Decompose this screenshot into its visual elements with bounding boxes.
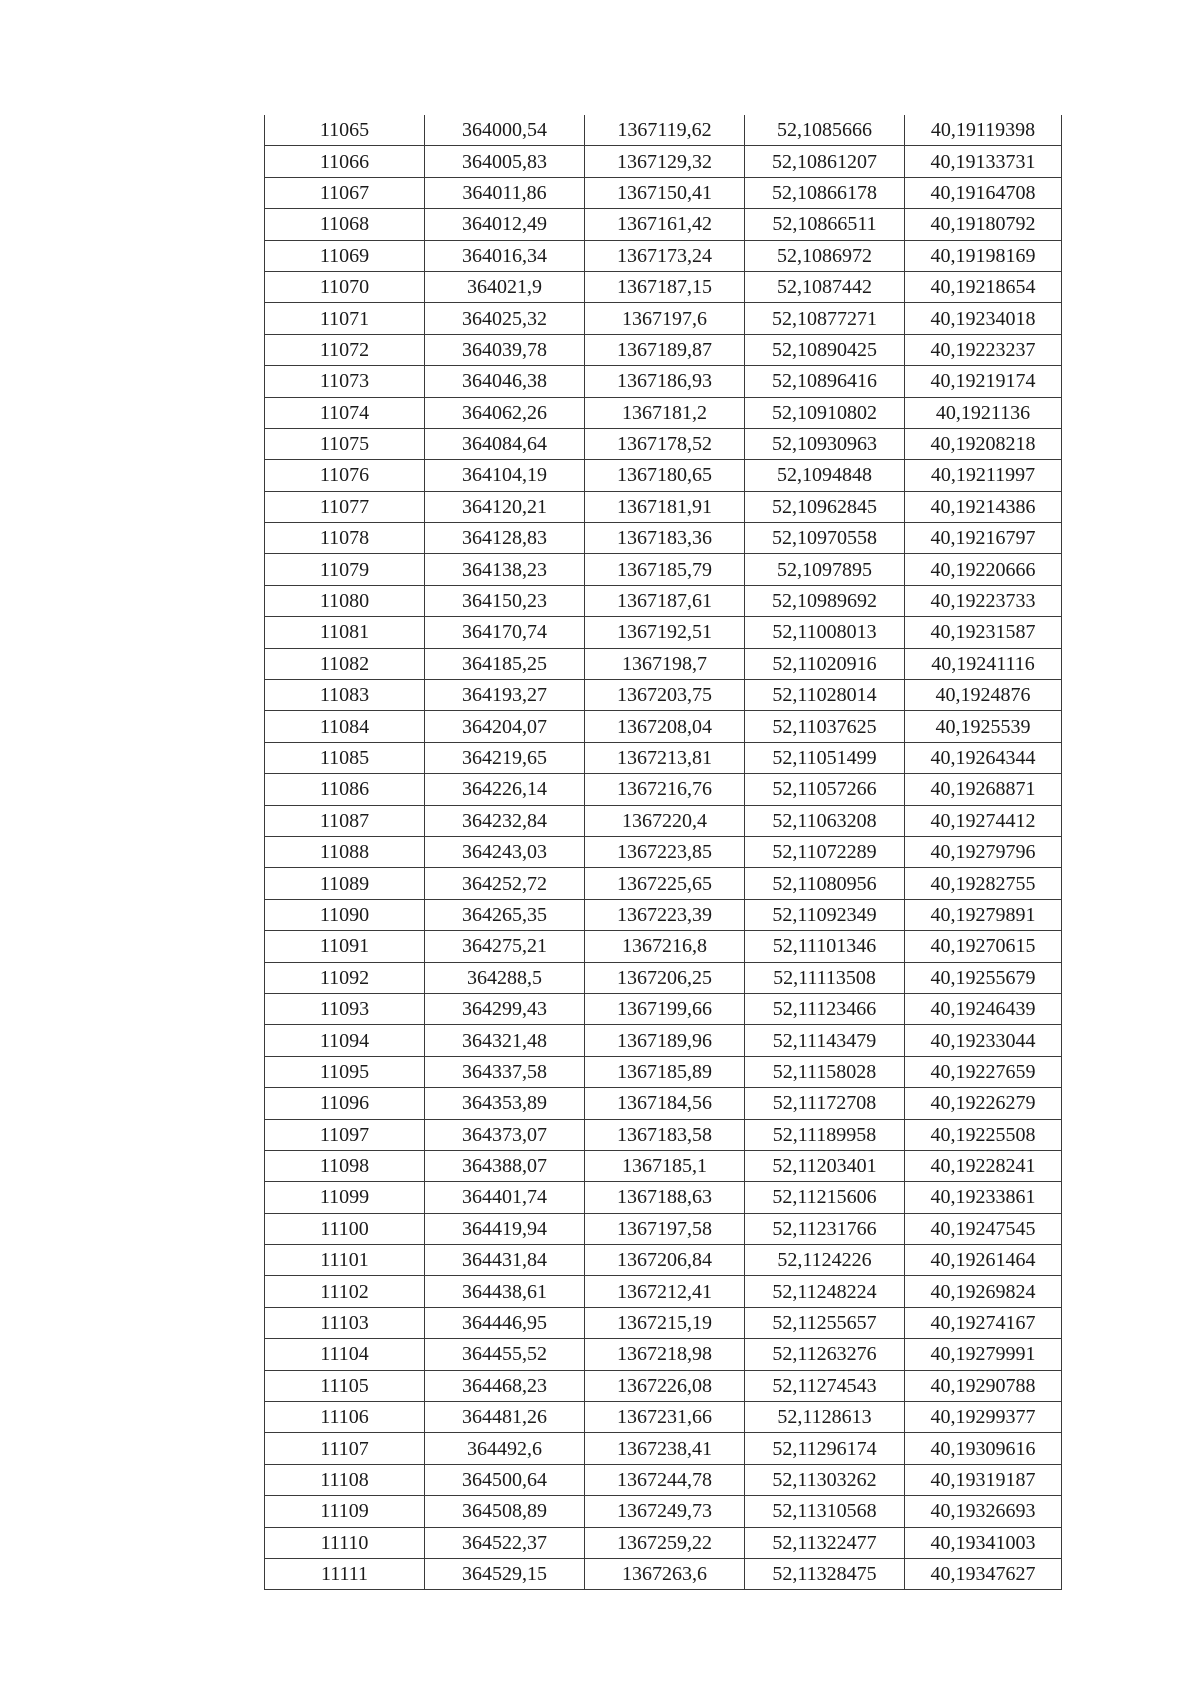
table-row bbox=[265, 460, 1062, 491]
table-row bbox=[265, 240, 1062, 271]
point-number-cell: 11092 bbox=[265, 962, 425, 993]
y-coordinate-cell: 1367223,85 bbox=[585, 836, 745, 867]
table-row bbox=[265, 1433, 1062, 1464]
point-number-cell: 11088 bbox=[265, 836, 425, 867]
longitude-cell: 40,19299377 bbox=[905, 1402, 1062, 1433]
x-coordinate-cell: 364401,74 bbox=[425, 1182, 585, 1213]
x-coordinate-cell: 364388,07 bbox=[425, 1150, 585, 1181]
table-row bbox=[265, 899, 1062, 930]
table-row bbox=[265, 1150, 1062, 1181]
longitude-cell: 40,19234018 bbox=[905, 303, 1062, 334]
point-number-cell: 11099 bbox=[265, 1182, 425, 1213]
latitude-cell: 52,11051499 bbox=[745, 742, 905, 773]
point-number-cell: 11076 bbox=[265, 460, 425, 491]
x-coordinate-cell: 364193,27 bbox=[425, 680, 585, 711]
latitude-cell: 52,11072289 bbox=[745, 836, 905, 867]
latitude-cell: 52,11143479 bbox=[745, 1025, 905, 1056]
latitude-cell: 52,10866511 bbox=[745, 209, 905, 240]
x-coordinate-cell: 364522,37 bbox=[425, 1527, 585, 1558]
longitude-cell: 40,19223733 bbox=[905, 585, 1062, 616]
x-coordinate-cell: 364012,49 bbox=[425, 209, 585, 240]
longitude-cell: 40,19279891 bbox=[905, 899, 1062, 930]
table-row bbox=[265, 554, 1062, 585]
latitude-cell: 52,11215606 bbox=[745, 1182, 905, 1213]
x-coordinate-cell: 364446,95 bbox=[425, 1307, 585, 1338]
y-coordinate-cell: 1367249,73 bbox=[585, 1496, 745, 1527]
table-row bbox=[265, 711, 1062, 742]
table-row bbox=[265, 774, 1062, 805]
latitude-cell: 52,11303262 bbox=[745, 1464, 905, 1495]
table-row bbox=[265, 1088, 1062, 1119]
longitude-cell: 40,19261464 bbox=[905, 1245, 1062, 1276]
table-row bbox=[265, 146, 1062, 177]
point-number-cell: 11107 bbox=[265, 1433, 425, 1464]
x-coordinate-cell: 364204,07 bbox=[425, 711, 585, 742]
point-number-cell: 11100 bbox=[265, 1213, 425, 1244]
y-coordinate-cell: 1367218,98 bbox=[585, 1339, 745, 1370]
latitude-cell: 52,11008013 bbox=[745, 617, 905, 648]
table-row bbox=[265, 805, 1062, 836]
table-row bbox=[265, 1339, 1062, 1370]
x-coordinate-cell: 364120,21 bbox=[425, 491, 585, 522]
y-coordinate-cell: 1367187,61 bbox=[585, 585, 745, 616]
x-coordinate-cell: 364500,64 bbox=[425, 1464, 585, 1495]
table-row bbox=[265, 648, 1062, 679]
point-number-cell: 11079 bbox=[265, 554, 425, 585]
longitude-cell: 40,1921136 bbox=[905, 397, 1062, 428]
latitude-cell: 52,1128613 bbox=[745, 1402, 905, 1433]
latitude-cell: 52,1094848 bbox=[745, 460, 905, 491]
latitude-cell: 52,1085666 bbox=[745, 115, 905, 146]
latitude-cell: 52,10877271 bbox=[745, 303, 905, 334]
longitude-cell: 40,19231587 bbox=[905, 617, 1062, 648]
longitude-cell: 40,19270615 bbox=[905, 931, 1062, 962]
table-row bbox=[265, 680, 1062, 711]
latitude-cell: 52,10989692 bbox=[745, 585, 905, 616]
y-coordinate-cell: 1367178,52 bbox=[585, 428, 745, 459]
x-coordinate-cell: 364299,43 bbox=[425, 993, 585, 1024]
table-row bbox=[265, 428, 1062, 459]
y-coordinate-cell: 1367188,63 bbox=[585, 1182, 745, 1213]
table-row bbox=[265, 303, 1062, 334]
latitude-cell: 52,11101346 bbox=[745, 931, 905, 962]
y-coordinate-cell: 1367225,65 bbox=[585, 868, 745, 899]
point-number-cell: 11096 bbox=[265, 1088, 425, 1119]
y-coordinate-cell: 1367161,42 bbox=[585, 209, 745, 240]
latitude-cell: 52,10890425 bbox=[745, 334, 905, 365]
point-number-cell: 11089 bbox=[265, 868, 425, 899]
table-row bbox=[265, 491, 1062, 522]
y-coordinate-cell: 1367212,41 bbox=[585, 1276, 745, 1307]
longitude-cell: 40,19309616 bbox=[905, 1433, 1062, 1464]
latitude-cell: 52,10896416 bbox=[745, 366, 905, 397]
point-number-cell: 11081 bbox=[265, 617, 425, 648]
longitude-cell: 40,19226279 bbox=[905, 1088, 1062, 1119]
latitude-cell: 52,11274543 bbox=[745, 1370, 905, 1401]
point-number-cell: 11066 bbox=[265, 146, 425, 177]
longitude-cell: 40,19241116 bbox=[905, 648, 1062, 679]
x-coordinate-cell: 364226,14 bbox=[425, 774, 585, 805]
point-number-cell: 11097 bbox=[265, 1119, 425, 1150]
x-coordinate-cell: 364288,5 bbox=[425, 962, 585, 993]
y-coordinate-cell: 1367173,24 bbox=[585, 240, 745, 271]
table-row bbox=[265, 1056, 1062, 1087]
x-coordinate-cell: 364005,83 bbox=[425, 146, 585, 177]
longitude-cell: 40,19214386 bbox=[905, 491, 1062, 522]
table-row bbox=[265, 962, 1062, 993]
latitude-cell: 52,10910802 bbox=[745, 397, 905, 428]
point-number-cell: 11087 bbox=[265, 805, 425, 836]
point-number-cell: 11106 bbox=[265, 1402, 425, 1433]
y-coordinate-cell: 1367183,36 bbox=[585, 523, 745, 554]
longitude-cell: 40,19218654 bbox=[905, 271, 1062, 302]
y-coordinate-cell: 1367213,81 bbox=[585, 742, 745, 773]
table-row bbox=[265, 1402, 1062, 1433]
point-number-cell: 11105 bbox=[265, 1370, 425, 1401]
longitude-cell: 40,19219174 bbox=[905, 366, 1062, 397]
x-coordinate-cell: 364025,32 bbox=[425, 303, 585, 334]
latitude-cell: 52,1087442 bbox=[745, 271, 905, 302]
longitude-cell: 40,19282755 bbox=[905, 868, 1062, 899]
x-coordinate-cell: 364419,94 bbox=[425, 1213, 585, 1244]
y-coordinate-cell: 1367220,4 bbox=[585, 805, 745, 836]
latitude-cell: 52,10970558 bbox=[745, 523, 905, 554]
point-number-cell: 11109 bbox=[265, 1496, 425, 1527]
latitude-cell: 52,11189958 bbox=[745, 1119, 905, 1150]
longitude-cell: 40,19211997 bbox=[905, 460, 1062, 491]
x-coordinate-cell: 364438,61 bbox=[425, 1276, 585, 1307]
x-coordinate-cell: 364252,72 bbox=[425, 868, 585, 899]
x-coordinate-cell: 364011,86 bbox=[425, 177, 585, 208]
point-number-cell: 11094 bbox=[265, 1025, 425, 1056]
point-number-cell: 11085 bbox=[265, 742, 425, 773]
latitude-cell: 52,11255657 bbox=[745, 1307, 905, 1338]
longitude-cell: 40,19347627 bbox=[905, 1558, 1062, 1589]
latitude-cell: 52,11248224 bbox=[745, 1276, 905, 1307]
latitude-cell: 52,1097895 bbox=[745, 554, 905, 585]
latitude-cell: 52,1086972 bbox=[745, 240, 905, 271]
point-number-cell: 11075 bbox=[265, 428, 425, 459]
longitude-cell: 40,19228241 bbox=[905, 1150, 1062, 1181]
latitude-cell: 52,11057266 bbox=[745, 774, 905, 805]
table-row bbox=[265, 585, 1062, 616]
longitude-cell: 40,19233044 bbox=[905, 1025, 1062, 1056]
table-row bbox=[265, 177, 1062, 208]
y-coordinate-cell: 1367183,58 bbox=[585, 1119, 745, 1150]
x-coordinate-cell: 364337,58 bbox=[425, 1056, 585, 1087]
table-row bbox=[265, 1025, 1062, 1056]
y-coordinate-cell: 1367180,65 bbox=[585, 460, 745, 491]
x-coordinate-cell: 364000,54 bbox=[425, 115, 585, 146]
point-number-cell: 11103 bbox=[265, 1307, 425, 1338]
x-coordinate-cell: 364219,65 bbox=[425, 742, 585, 773]
y-coordinate-cell: 1367150,41 bbox=[585, 177, 745, 208]
y-coordinate-cell: 1367259,22 bbox=[585, 1527, 745, 1558]
y-coordinate-cell: 1367184,56 bbox=[585, 1088, 745, 1119]
latitude-cell: 52,11020916 bbox=[745, 648, 905, 679]
table-row bbox=[265, 1182, 1062, 1213]
point-number-cell: 11073 bbox=[265, 366, 425, 397]
x-coordinate-cell: 364039,78 bbox=[425, 334, 585, 365]
x-coordinate-cell: 364046,38 bbox=[425, 366, 585, 397]
table-row bbox=[265, 334, 1062, 365]
y-coordinate-cell: 1367181,2 bbox=[585, 397, 745, 428]
y-coordinate-cell: 1367206,84 bbox=[585, 1245, 745, 1276]
y-coordinate-cell: 1367185,1 bbox=[585, 1150, 745, 1181]
x-coordinate-cell: 364021,9 bbox=[425, 271, 585, 302]
point-number-cell: 11065 bbox=[265, 115, 425, 146]
y-coordinate-cell: 1367208,04 bbox=[585, 711, 745, 742]
latitude-cell: 52,11231766 bbox=[745, 1213, 905, 1244]
point-number-cell: 11067 bbox=[265, 177, 425, 208]
longitude-cell: 40,19247545 bbox=[905, 1213, 1062, 1244]
longitude-cell: 40,19223237 bbox=[905, 334, 1062, 365]
y-coordinate-cell: 1367231,66 bbox=[585, 1402, 745, 1433]
longitude-cell: 40,19269824 bbox=[905, 1276, 1062, 1307]
y-coordinate-cell: 1367181,91 bbox=[585, 491, 745, 522]
point-number-cell: 11070 bbox=[265, 271, 425, 302]
longitude-cell: 40,1925539 bbox=[905, 711, 1062, 742]
coordinates-table bbox=[264, 115, 1062, 1590]
longitude-cell: 40,19274412 bbox=[905, 805, 1062, 836]
table-row bbox=[265, 1307, 1062, 1338]
latitude-cell: 52,1124226 bbox=[745, 1245, 905, 1276]
point-number-cell: 11074 bbox=[265, 397, 425, 428]
y-coordinate-cell: 1367119,62 bbox=[585, 115, 745, 146]
latitude-cell: 52,11172708 bbox=[745, 1088, 905, 1119]
y-coordinate-cell: 1367189,87 bbox=[585, 334, 745, 365]
coordinates-table-body bbox=[265, 115, 1062, 1590]
point-number-cell: 11091 bbox=[265, 931, 425, 962]
longitude-cell: 40,19233861 bbox=[905, 1182, 1062, 1213]
x-coordinate-cell: 364275,21 bbox=[425, 931, 585, 962]
table-row bbox=[265, 397, 1062, 428]
latitude-cell: 52,10930963 bbox=[745, 428, 905, 459]
latitude-cell: 52,11080956 bbox=[745, 868, 905, 899]
point-number-cell: 11082 bbox=[265, 648, 425, 679]
table-row bbox=[265, 523, 1062, 554]
point-number-cell: 11110 bbox=[265, 1527, 425, 1558]
longitude-cell: 40,19227659 bbox=[905, 1056, 1062, 1087]
y-coordinate-cell: 1367197,6 bbox=[585, 303, 745, 334]
y-coordinate-cell: 1367198,7 bbox=[585, 648, 745, 679]
point-number-cell: 11111 bbox=[265, 1558, 425, 1589]
x-coordinate-cell: 364185,25 bbox=[425, 648, 585, 679]
latitude-cell: 52,10861207 bbox=[745, 146, 905, 177]
table-row bbox=[265, 209, 1062, 240]
table-row bbox=[265, 366, 1062, 397]
latitude-cell: 52,10962845 bbox=[745, 491, 905, 522]
longitude-cell: 40,19246439 bbox=[905, 993, 1062, 1024]
longitude-cell: 40,19290788 bbox=[905, 1370, 1062, 1401]
latitude-cell: 52,11328475 bbox=[745, 1558, 905, 1589]
longitude-cell: 40,19208218 bbox=[905, 428, 1062, 459]
table-row bbox=[265, 1276, 1062, 1307]
table-row bbox=[265, 115, 1062, 146]
point-number-cell: 11102 bbox=[265, 1276, 425, 1307]
latitude-cell: 52,11322477 bbox=[745, 1527, 905, 1558]
table-row bbox=[265, 1213, 1062, 1244]
latitude-cell: 52,11296174 bbox=[745, 1433, 905, 1464]
longitude-cell: 40,19264344 bbox=[905, 742, 1062, 773]
longitude-cell: 40,19180792 bbox=[905, 209, 1062, 240]
y-coordinate-cell: 1367263,6 bbox=[585, 1558, 745, 1589]
x-coordinate-cell: 364062,26 bbox=[425, 397, 585, 428]
x-coordinate-cell: 364232,84 bbox=[425, 805, 585, 836]
latitude-cell: 52,10866178 bbox=[745, 177, 905, 208]
point-number-cell: 11086 bbox=[265, 774, 425, 805]
table-row bbox=[265, 271, 1062, 302]
table-row bbox=[265, 1496, 1062, 1527]
latitude-cell: 52,11063208 bbox=[745, 805, 905, 836]
y-coordinate-cell: 1367206,25 bbox=[585, 962, 745, 993]
y-coordinate-cell: 1367215,19 bbox=[585, 1307, 745, 1338]
longitude-cell: 40,19225508 bbox=[905, 1119, 1062, 1150]
y-coordinate-cell: 1367244,78 bbox=[585, 1464, 745, 1495]
table-row bbox=[265, 868, 1062, 899]
x-coordinate-cell: 364468,23 bbox=[425, 1370, 585, 1401]
y-coordinate-cell: 1367129,32 bbox=[585, 146, 745, 177]
point-number-cell: 11080 bbox=[265, 585, 425, 616]
latitude-cell: 52,11263276 bbox=[745, 1339, 905, 1370]
y-coordinate-cell: 1367226,08 bbox=[585, 1370, 745, 1401]
x-coordinate-cell: 364128,83 bbox=[425, 523, 585, 554]
table-row bbox=[265, 836, 1062, 867]
x-coordinate-cell: 364373,07 bbox=[425, 1119, 585, 1150]
longitude-cell: 40,19326693 bbox=[905, 1496, 1062, 1527]
y-coordinate-cell: 1367199,66 bbox=[585, 993, 745, 1024]
point-number-cell: 11078 bbox=[265, 523, 425, 554]
point-number-cell: 11068 bbox=[265, 209, 425, 240]
latitude-cell: 52,11123466 bbox=[745, 993, 905, 1024]
x-coordinate-cell: 364243,03 bbox=[425, 836, 585, 867]
y-coordinate-cell: 1367189,96 bbox=[585, 1025, 745, 1056]
y-coordinate-cell: 1367223,39 bbox=[585, 899, 745, 930]
table-row bbox=[265, 1464, 1062, 1495]
y-coordinate-cell: 1367238,41 bbox=[585, 1433, 745, 1464]
y-coordinate-cell: 1367197,58 bbox=[585, 1213, 745, 1244]
x-coordinate-cell: 364016,34 bbox=[425, 240, 585, 271]
longitude-cell: 40,19279796 bbox=[905, 836, 1062, 867]
table-row bbox=[265, 617, 1062, 648]
x-coordinate-cell: 364150,23 bbox=[425, 585, 585, 616]
x-coordinate-cell: 364321,48 bbox=[425, 1025, 585, 1056]
longitude-cell: 40,19133731 bbox=[905, 146, 1062, 177]
table-row bbox=[265, 931, 1062, 962]
longitude-cell: 40,19164708 bbox=[905, 177, 1062, 208]
table-row bbox=[265, 1527, 1062, 1558]
y-coordinate-cell: 1367185,79 bbox=[585, 554, 745, 585]
latitude-cell: 52,11092349 bbox=[745, 899, 905, 930]
point-number-cell: 11069 bbox=[265, 240, 425, 271]
point-number-cell: 11104 bbox=[265, 1339, 425, 1370]
point-number-cell: 11090 bbox=[265, 899, 425, 930]
point-number-cell: 11084 bbox=[265, 711, 425, 742]
longitude-cell: 40,19279991 bbox=[905, 1339, 1062, 1370]
y-coordinate-cell: 1367187,15 bbox=[585, 271, 745, 302]
y-coordinate-cell: 1367185,89 bbox=[585, 1056, 745, 1087]
latitude-cell: 52,11028014 bbox=[745, 680, 905, 711]
longitude-cell: 40,19119398 bbox=[905, 115, 1062, 146]
x-coordinate-cell: 364138,23 bbox=[425, 554, 585, 585]
latitude-cell: 52,11037625 bbox=[745, 711, 905, 742]
table-row bbox=[265, 993, 1062, 1024]
y-coordinate-cell: 1367203,75 bbox=[585, 680, 745, 711]
x-coordinate-cell: 364170,74 bbox=[425, 617, 585, 648]
longitude-cell: 40,19255679 bbox=[905, 962, 1062, 993]
longitude-cell: 40,19220666 bbox=[905, 554, 1062, 585]
x-coordinate-cell: 364104,19 bbox=[425, 460, 585, 491]
table-row bbox=[265, 1245, 1062, 1276]
longitude-cell: 40,19198169 bbox=[905, 240, 1062, 271]
y-coordinate-cell: 1367216,8 bbox=[585, 931, 745, 962]
point-number-cell: 11077 bbox=[265, 491, 425, 522]
x-coordinate-cell: 364508,89 bbox=[425, 1496, 585, 1527]
point-number-cell: 11108 bbox=[265, 1464, 425, 1495]
longitude-cell: 40,1924876 bbox=[905, 680, 1062, 711]
x-coordinate-cell: 364353,89 bbox=[425, 1088, 585, 1119]
x-coordinate-cell: 364431,84 bbox=[425, 1245, 585, 1276]
x-coordinate-cell: 364455,52 bbox=[425, 1339, 585, 1370]
point-number-cell: 11093 bbox=[265, 993, 425, 1024]
y-coordinate-cell: 1367216,76 bbox=[585, 774, 745, 805]
latitude-cell: 52,11113508 bbox=[745, 962, 905, 993]
latitude-cell: 52,11310568 bbox=[745, 1496, 905, 1527]
x-coordinate-cell: 364492,6 bbox=[425, 1433, 585, 1464]
x-coordinate-cell: 364481,26 bbox=[425, 1402, 585, 1433]
latitude-cell: 52,11158028 bbox=[745, 1056, 905, 1087]
longitude-cell: 40,19268871 bbox=[905, 774, 1062, 805]
longitude-cell: 40,19274167 bbox=[905, 1307, 1062, 1338]
point-number-cell: 11072 bbox=[265, 334, 425, 365]
point-number-cell: 11095 bbox=[265, 1056, 425, 1087]
table-row bbox=[265, 1370, 1062, 1401]
longitude-cell: 40,19216797 bbox=[905, 523, 1062, 554]
table-row bbox=[265, 742, 1062, 773]
y-coordinate-cell: 1367186,93 bbox=[585, 366, 745, 397]
longitude-cell: 40,19319187 bbox=[905, 1464, 1062, 1495]
point-number-cell: 11071 bbox=[265, 303, 425, 334]
point-number-cell: 11101 bbox=[265, 1245, 425, 1276]
x-coordinate-cell: 364529,15 bbox=[425, 1558, 585, 1589]
x-coordinate-cell: 364265,35 bbox=[425, 899, 585, 930]
y-coordinate-cell: 1367192,51 bbox=[585, 617, 745, 648]
point-number-cell: 11083 bbox=[265, 680, 425, 711]
table-row bbox=[265, 1119, 1062, 1150]
longitude-cell: 40,19341003 bbox=[905, 1527, 1062, 1558]
point-number-cell: 11098 bbox=[265, 1150, 425, 1181]
table-row bbox=[265, 1558, 1062, 1589]
latitude-cell: 52,11203401 bbox=[745, 1150, 905, 1181]
x-coordinate-cell: 364084,64 bbox=[425, 428, 585, 459]
